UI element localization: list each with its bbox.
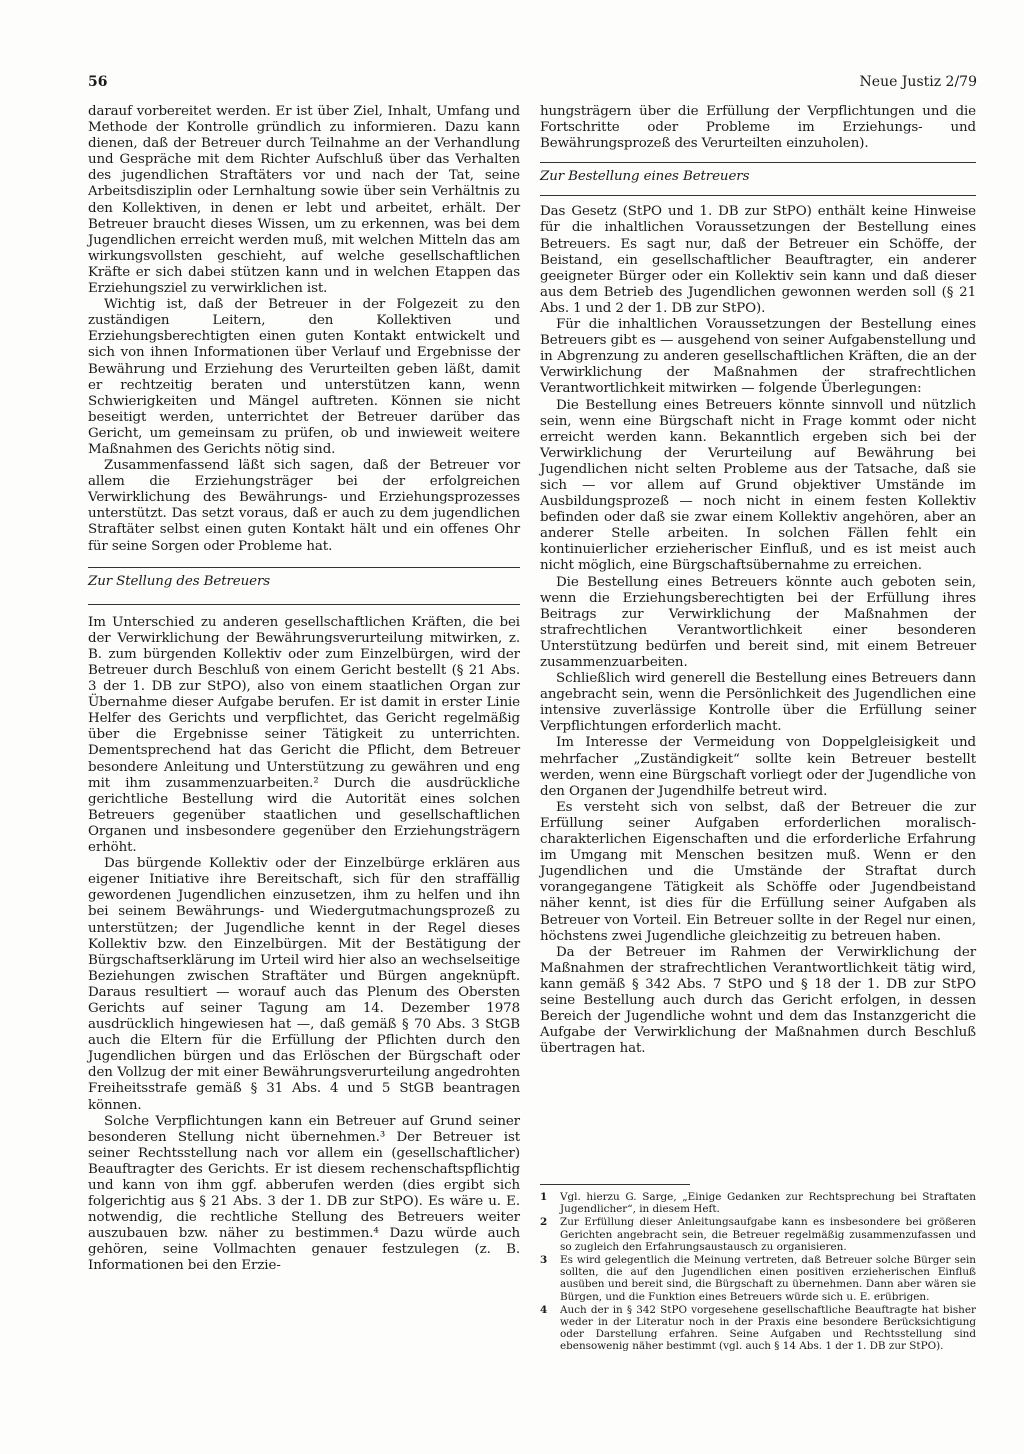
footnote-text: Zur Erfüllung dieser Anleitungsaufgabe kann es insbesondere bei größeren Gerichten angebracht sein, die Betreuer regelmäßig zusammenzufassen und so zugleich den Erfahrungsaustausch zu organisieren. bbox=[560, 1216, 976, 1253]
paragraph: Solche Verpflichtungen kann ein Betreuer auf Grund seiner besonderen Stellung nicht übernehmen.³ Der Betreuer ist seiner Rechtsstellung nach vor allem ein (gesellschaftlicher) Beauftragter des Gerichts. Er ist diesem rechenschaftspflichtig und kann von ihm ggf. abberufen werden (dies ergibt sich folgerichtig aus § 21 Abs. 3 der 1. DB zur StPO). Es wäre u. E. notwendig, die rechtliche Stellung des Betreuers weiter auszubauen bzw. näher zu bestimmen.⁴ Dazu würde auch gehören, seine Vollmachten genauer festzulegen (z. B. Informationen bei den Erzie- bbox=[88, 1113, 520, 1274]
page-number: 56 bbox=[88, 74, 108, 90]
footnote-number: 2 bbox=[540, 1216, 548, 1229]
paragraph: Schließlich wird generell die Bestellung eines Betreuers dann angebracht sein, wenn die Persönlichkeit des Jugendlichen eine intensive zuverlässige Kontrolle über die Erfüllung seiner Verpflichtungen erforderlich macht. bbox=[540, 671, 976, 735]
page-header bbox=[88, 74, 977, 96]
footnote bbox=[540, 1216, 976, 1253]
footnote-text: Auch der in § 342 StPO vorgesehene gesellschaftliche Beauftragte hat bisher weder in der Literatur noch in der Praxis eine besondere Berücksichtigung oder Darstellung erfahren. Seine Aufgaben und Rechtsstellung sind ebensowenig näher bestimmt (vgl. auch § 14 Abs. 1 der 1. DB zur StPO). bbox=[560, 1303, 976, 1353]
paragraph: hungsträgern über die Erfüllung der Verpflichtungen und die Fortschritte oder Probleme im Erziehungs- und Bewährungsprozeß des Verurteilten einzuholen). bbox=[540, 104, 976, 152]
section-divider bbox=[88, 567, 520, 568]
footnote-number: 4 bbox=[540, 1303, 548, 1316]
footnote bbox=[540, 1304, 976, 1353]
paragraph: Im Unterschied zu anderen gesellschaftlichen Kräften, die bei der Verwirklichung der Bewährungsverurteilung mitwirken, z. B. zum bürgenden Kollektiv oder zum Einzelbürgen, wird der Betreuer durch Beschluß von einem Gericht bestellt (§ 21 Abs. 3 der 1. DB zur StPO), also von einem staatlichen Organ zur Übernahme dieser Aufgabe berufen. Er ist damit in erster Linie Helfer des Gerichts und verpflichtet, das Gericht regelmäßig über die Ergebnisse seiner Tätigkeit zu unterrichten. Dementsprechend hat das Gericht die Pflicht, dem Betreuer besondere Anleitung und Unterstützung zu gewähren und eng mit ihm zusammenzuarbeiten.² Durch die ausdrückliche gerichtliche Bestellung wird die Autorität eines solchen Betreuers gegenüber staatlichen und gesellschaftlichen Organen und insbesondere gegenüber den Erziehungsträgern erhöht. bbox=[88, 614, 520, 856]
footnote bbox=[540, 1254, 976, 1303]
paragraph: Das bürgende Kollektiv oder der Einzelbürge erklären aus eigener Initiative ihre Bereitschaft, sich für den straffällig gewordenen Jugendlichen einzusetzen, ihm zu helfen und ihn bei seinem Bewährungs- und Wiedergutmachungsprozeß zu unterstützen; der Jugendliche kennt in der Regel dieses Kollektiv bzw. den Einzelbürgen. Mit der Bestätigung der Bürgschaftserklärung im Urteil wird hier also an wechselseitige Beziehungen zwischen Straftäter und Bürgen angeknüpft. Daraus resultiert — worauf auch das Plenum des Obersten Gerichts auf seiner Tagung am 14. Dezember 1978 ausdrücklich hingewiesen hat —, daß gemäß § 70 Abs. 3 StGB auch die Eltern für die Erfüllung der Pflichten durch den Jugendlichen bürgen und das Erlöschen der Bürgschaft oder den Vollzug der mit einer Bewährungsverurteilung angedrohten Freiheitsstrafe gemäß § 31 Abs. 4 und 5 StGB beantragen können. bbox=[88, 856, 520, 1113]
footnote bbox=[540, 1191, 976, 1215]
paragraph: Es versteht sich von selbst, daß der Betreuer die zur Erfüllung seiner Aufgaben erforderlichen moralisch-charakterlichen Eigenschaften und die erforderliche Erfahrung im Umgang mit Menschen besitzen muß. Wenn er den Jugendlichen und die Umstände der Straftat durch vorangegangene Tätigkeit als Schöffe oder Jugendbeistand näher kennt, ist dies für die Erfüllung seiner Aufgaben als Betreuer von Vorteil. Ein Betreuer sollte in der Regel nur einen, höchstens zwei Jugendliche gleichzeitig zu betreuen haben. bbox=[540, 799, 976, 944]
section-heading: Zur Stellung des Betreuers bbox=[88, 574, 520, 605]
paragraph: Für die inhaltlichen Voraussetzungen der Bestellung eines Betreuers gibt es — ausgehend von seiner Aufgabenstellung und in Abgrenzung zu anderen gesellschaftlichen Kräften, die an der Verwirklichung der Maßnahmen der strafrechtlichen Verantwortlichkeit mitwirken — folgende Überlegungen: bbox=[540, 317, 976, 397]
paragraph: Die Bestellung eines Betreuers könnte sinnvoll und nützlich sein, wenn eine Bürgschaft nicht in Frage kommt oder nicht erreicht werden kann. Bekanntlich ergeben sich bei der Verwirklichung der Verurteilung auf Bewährung bei Jugendlichen nicht selten Probleme aus der Tatsache, daß sie sich — vor allem auf Grund objektiver Umstände im Ausbildungsprozeß — noch nicht in einem festen Kollektiv befinden oder daß sie zwar einem Kollektiv angehören, aber an anderer Stelle arbeiten. In solchen Fällen fehlt ein kontinuierlicher erzieherischer Einfluß, und es ist meist auch nicht möglich, eine Bürgschaftsübernahme zu erreichen. bbox=[540, 397, 976, 574]
paragraph: Zusammenfassend läßt sich sagen, daß der Betreuer vor allem die Erziehungsträger bei der erfolgreichen Verwirklichung des Bewährungs- und Erziehungsprozesses unterstützt. Das setzt voraus, daß er auch zu dem jugendlichen Straftäter selbst einen guten Kontakt hält und ein offenes Ohr für seine Sorgen oder Probleme hat. bbox=[88, 458, 520, 554]
footnote-divider bbox=[540, 1184, 690, 1185]
footnote-text: Vgl. hierzu G. Sarge, „Einige Gedanken zur Rechtsprechung bei Straftaten Jugendlicher“, in diesem Heft. bbox=[560, 1191, 976, 1216]
left-column bbox=[88, 104, 520, 1275]
footnote-text: Es wird gelegentlich die Meinung vertreten, daß Betreuer solche Bürger sein sollten, die auf den Jugendlichen einen positiven erzieherischen Einfluß ausüben und bereit sind, die Bürgschaft zu übernehmen. Dann aber wären sie Bürgen, und die Funktion eines Betreuers würde sich u. E. erübrigen. bbox=[560, 1254, 976, 1303]
paragraph: Im Interesse der Vermeidung von Doppelgleisigkeit und mehrfacher „Zuständigkeit“ sollte kein Betreuer bestellt werden, wenn eine Bürgschaft vorliegt oder der Jugendliche von den Organen der Jugendhilfe betreut wird. bbox=[540, 735, 976, 799]
right-column bbox=[540, 104, 976, 1057]
paragraph: Das Gesetz (StPO und 1. DB zur StPO) enthält keine Hinweise für die inhaltlichen Voraussetzungen der Bestellung eines Betreuers. Es sagt nur, daß der Betreuer ein Schöffe, der Beistand, ein gesellschaftlicher Beauftragter, ein anderer geeigneter Bürger oder ein Kollektiv sein kann und daß dieser aus dem Betrieb des Jugendlichen gewonnen werden soll (§ 21 Abs. 1 und 2 der 1. DB zur StPO). bbox=[540, 204, 976, 316]
paragraph: Da der Betreuer im Rahmen der Verwirklichung der Maßnahmen der strafrechtlichen Verantwortlichkeit tätig wird, kann gemäß § 342 Abs. 7 StPO und § 18 der 1. DB zur StPO seine Bestellung auch durch das Gericht erfolgen, in dessen Bereich der Jugendliche wohnt und dem das Instanzgericht die Aufgabe der Verwirklichung der Maßnahmen durch Beschluß übertragen hat. bbox=[540, 944, 976, 1057]
section-heading: Zur Bestellung eines Betreuers bbox=[540, 169, 976, 196]
journal-issue: Neue Justiz 2/79 bbox=[859, 74, 977, 90]
footnote-number: 1 bbox=[540, 1191, 548, 1203]
footnotes bbox=[540, 1184, 976, 1354]
paragraph: Die Bestellung eines Betreuers könnte auch geboten sein, wenn die Erziehungsberechtigten bei der Erfüllung ihres Beitrags zur Verwirklichung der Maßnahmen der strafrechtlichen Verantwortlichkeit einer besonderen Unterstützung bedürfen und bereit sind, mit einem Betreuer zusammenzuarbeiten. bbox=[540, 574, 976, 670]
paragraph: Wichtig ist, daß der Betreuer in der Folgezeit zu den zuständigen Leitern, den Kollektiven und Erziehungsberechtigten einen guten Kontakt entwickelt und sich von ihnen Informationen über Verlauf und Ergebnisse der Bewährung und Erziehung des Verurteilten geben läßt, damit er rechtzeitig beraten und unterstützen kann, wenn Schwierigkeiten und Mängel auftreten. Können sie nicht beseitigt werden, unterrichtet der Betreuer darüber das Gericht, um gemeinsam zu prüfen, ob und inwieweit weitere Maßnahmen des Gerichts nötig sind. bbox=[88, 297, 520, 457]
footnote-number: 3 bbox=[540, 1254, 548, 1267]
paragraph: darauf vorbereitet werden. Er ist über Ziel, Inhalt, Umfang und Methode der Kontrolle gründlich zu informieren. Dazu kann dienen, daß der Betreuer durch Teilnahme an der Verhandlung und Gespräche mit dem Richter Aufschluß über das Verhalten des jugendlichen Straftäters vor und nach der Tat, seine Arbeitsdisziplin oder Lernhaltung sowie über sein Verhältnis zu den Kollektiven, in denen er lebt und arbeitet, erhält. Der Betreuer braucht dieses Wissen, um zu erkennen, was bei dem Jugendlichen erreicht werden muß, mit welchen Mitteln das am wirkungsvollsten geschieht, auf welche gesellschaftlichen Kräfte er sich dabei stützen kann und in welchen Etappen das Erziehungsziel zu verwirklichen ist. bbox=[88, 104, 520, 297]
section-divider bbox=[540, 162, 976, 163]
